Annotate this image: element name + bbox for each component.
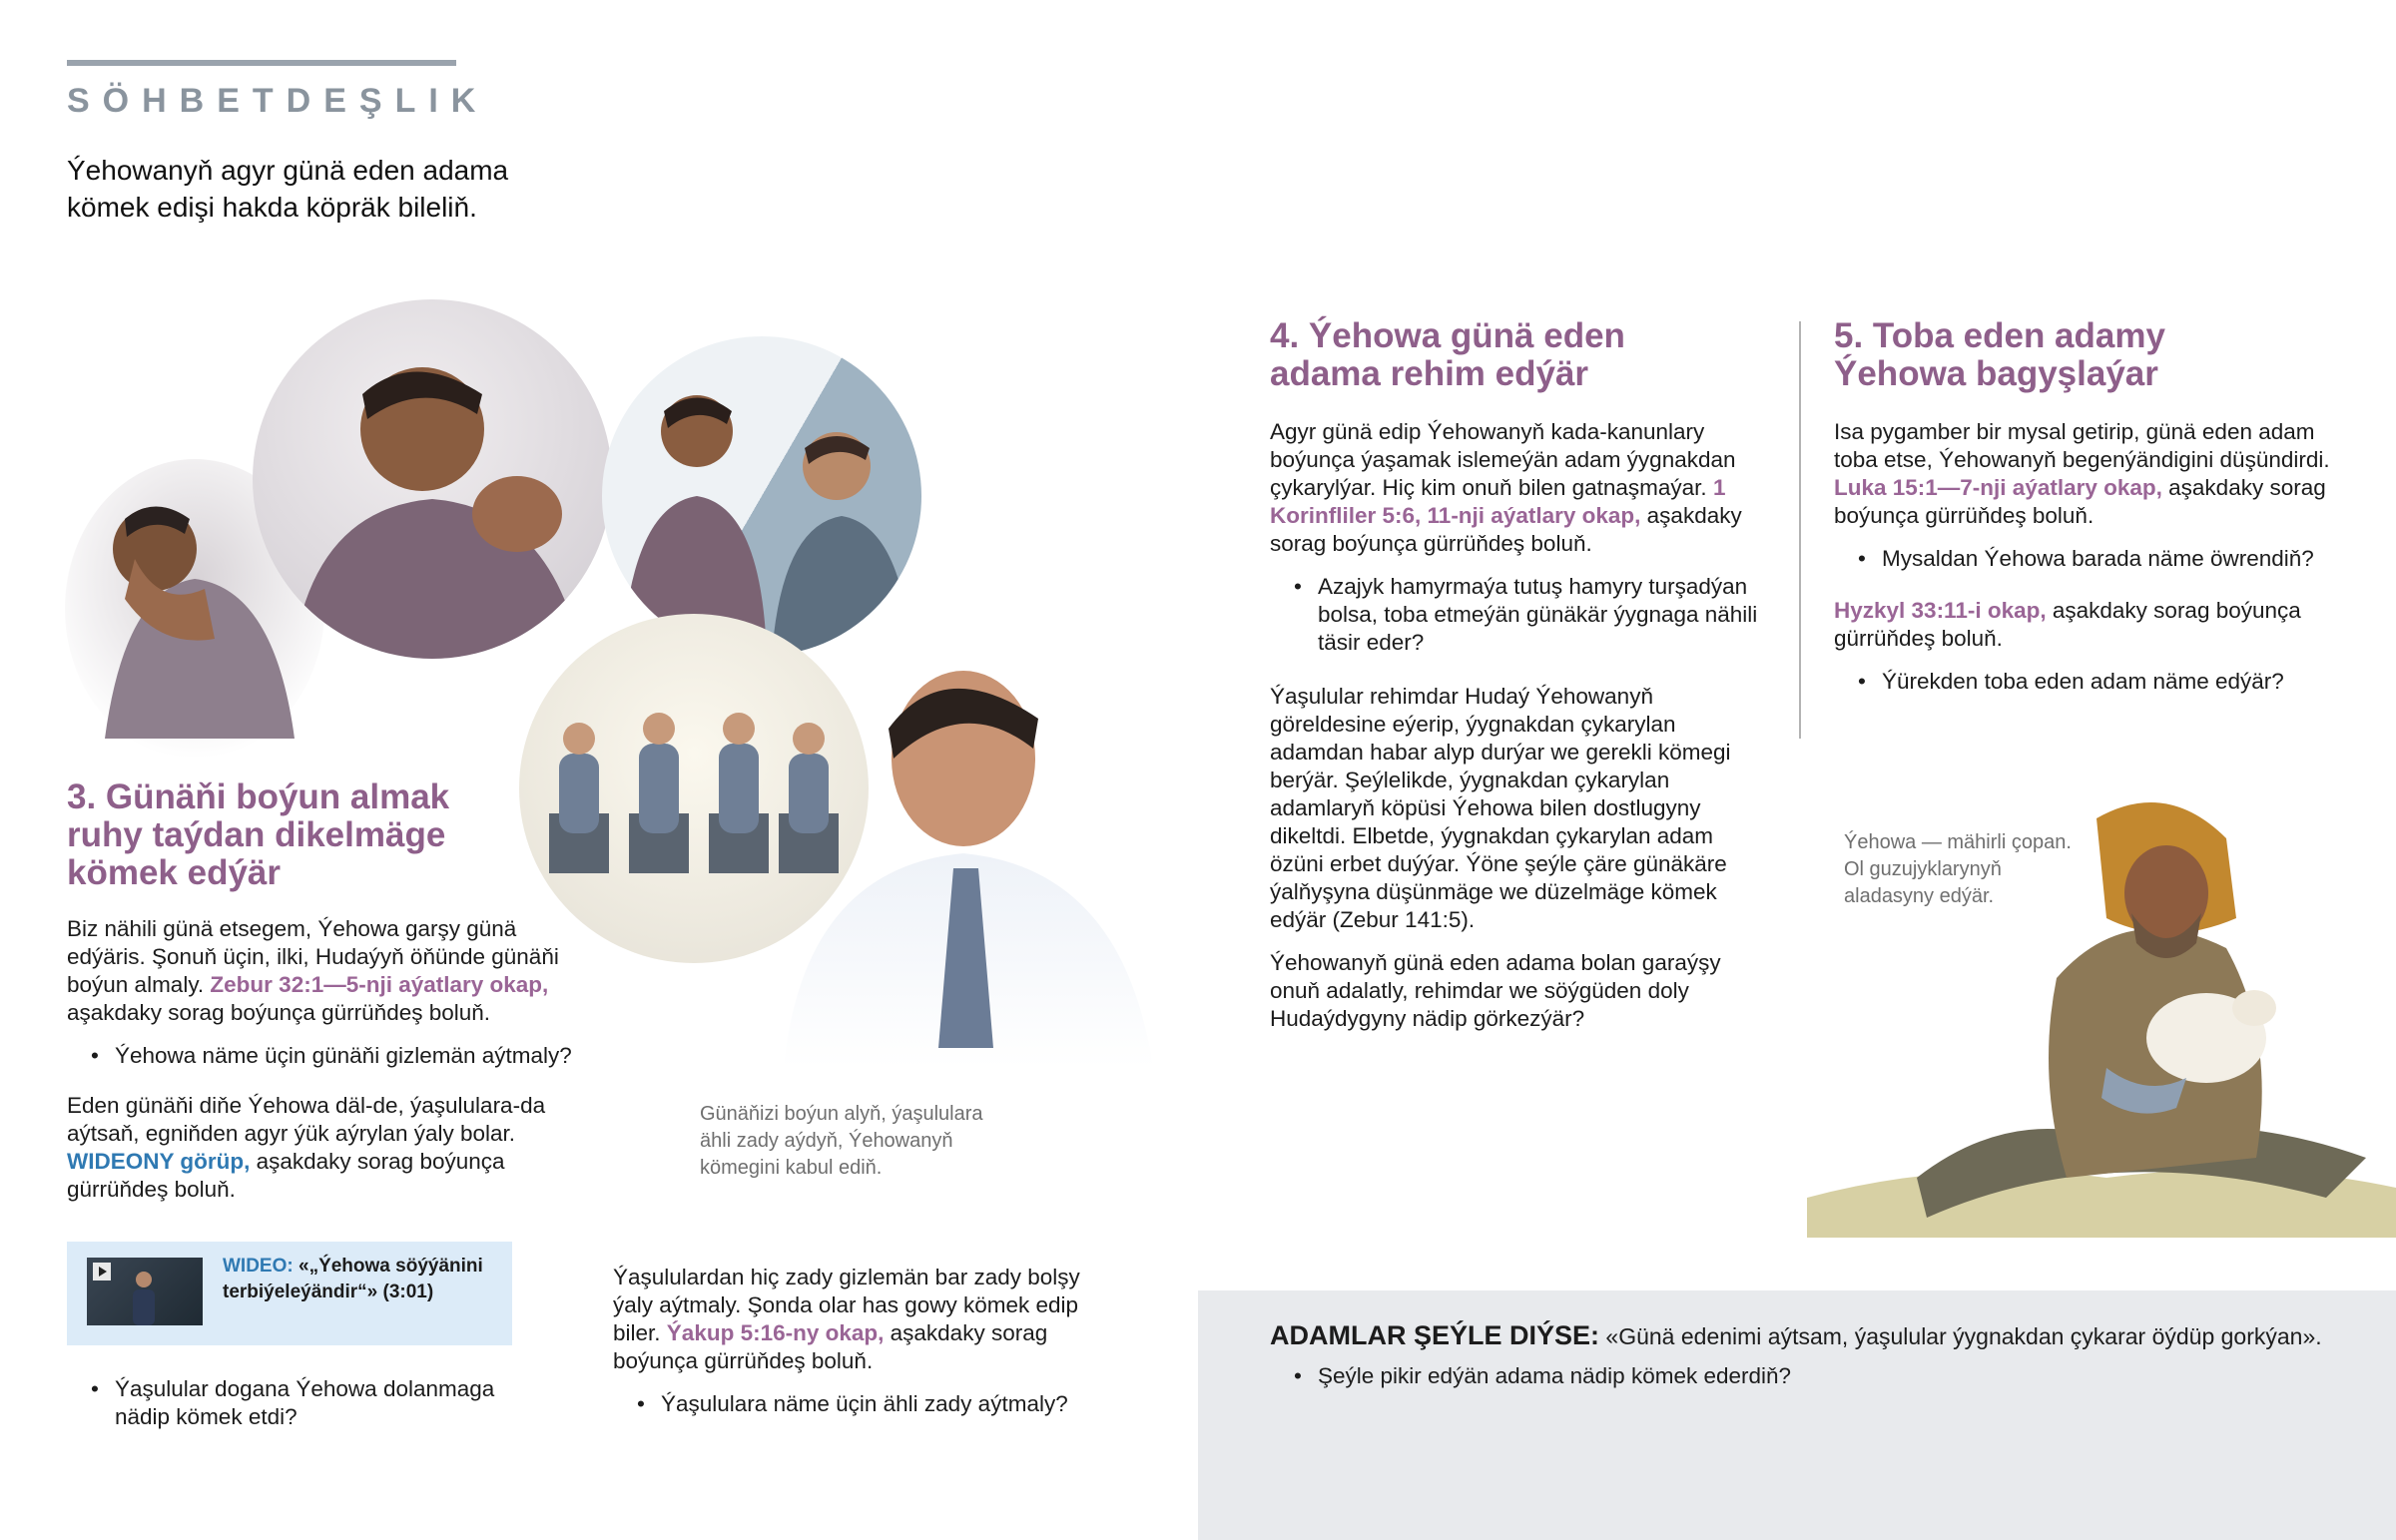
section3-column-left [67,915,581,1219]
smiling-man-illustration [764,629,1163,1068]
intro-text: Ýehowanyň agyr günä eden adama kömek edişi hakda köpräk bileliň. [67,155,509,223]
section4-heading: 4. Ýehowa günä eden adama rehim edýär [1270,316,1625,393]
section3-column-right [613,1264,1092,1433]
section3-question-2-wrap [67,1375,526,1446]
discussion-question: • Şeýle pikir edýän adama nädip kömek ederdiň? [1270,1362,2268,1390]
section3-question-2: • Ýaşulular dogana Ýehowa dolanmaga nädip kömek etdi? [67,1375,526,1431]
section4-column [1270,418,1771,1048]
section4-paragraph-3: Ýehowanyň günä eden adama bolan garaýşy onuň adalatly, rehimdar we söýgüden doly Hudaýdygyny nädip görkezýär? [1270,950,1721,1031]
discussion-label: ADAMLAR ŞEÝLE DIÝSE: [1270,1320,1600,1350]
column-divider [1799,321,1801,739]
section5-question-2: • Ýürekden toba eden adam näme edýär? [1834,668,2333,696]
scripture-link-hyzkyl[interactable]: Hyzkyl 33:11-i okap, [1834,598,2047,623]
section5-column [1834,418,2333,711]
play-icon[interactable] [93,1263,111,1281]
section3-caption: Günäňizi boýun alyň, ýaşululara ähli zady aýdyň, Ýehowanyň kömegini kabul ediň. [700,1103,983,1179]
section4-paragraph-1: Agyr günä edip Ýehowanyň kada-kanunlary boýunça ýaşamak islemeýän adam ýygnakdan çykarylýar. Hiç kim onuň bilen gatnaşmaýar. 1 Korinfliler 5:6, 11-nji aýatlary okap, aşakdaky sorag boýunça gürrüňdeş boluň. [1270,419,1742,556]
section3-paragraph-2: Eden günäňi diňe Ýehowa däl-de, ýaşululara-da aýtsaň, egniňden agyr ýük aýrylan ýaly bolar. WIDEONY görüp, aşakdaky sorag boýunça gürrüňdeş boluň. [67,1093,546,1202]
section5-question-1: • Mysaldan Ýehowa barada näme öwrendiň? [1834,545,2333,573]
section3-heading: 3. Günäňi boýun almak ruhy taýdan dikelmäge kömek edýär [67,777,450,892]
section5-paragraph-1: Isa pygamber bir mysal getirip, günä eden adam toba etse, Ýehowanyň begenýändigini düşündirdi. Luka 15:1—7-nji aýatlary okap, aşakdaky sorag boýunça gürrüňdeş boluň. [1834,419,2330,528]
section3-question-3: • Ýaşululara näme üçin ähli zady aýtmaly? [613,1390,1092,1418]
scripture-link-zebur[interactable]: Zebur 32:1—5-nji aýatlary okap, [210,972,549,997]
praying-man-illustration [253,299,612,659]
speaker-figure [129,1268,159,1325]
scripture-link-luka[interactable]: Luka 15:1—7-nji aýatlary okap, [1834,475,2162,500]
section5-paragraph-2: Hyzkyl 33:11-i okap, aşakdaky sorag boýunça gürrüňdeş boluň. [1834,598,2301,651]
discussion-quote: «Günä edenimi aýtsam, ýaşulular ýygnakdan çykarar öýdüp gorkýan». [1605,1323,2322,1349]
phone-call-illustration [602,336,921,656]
section5-heading: 5. Toba eden adamy Ýehowa bagyşlaýar [1834,316,2165,393]
discussion-statement [1270,1320,2378,1351]
video-card[interactable] [67,1242,512,1345]
section4-question-1: • Azajyk hamyrmaýa tutuş hamyry turşadýan bolsa, toba etmeýän günäkär ýygnaga nähili täsir eder? [1270,573,1771,657]
scripture-link-yakup[interactable]: Ýakup 5:16-ny okap, [666,1320,885,1345]
discussion-box [1198,1290,2396,1540]
section-kicker: SÖHBETDEŞLIK [67,82,489,120]
scripture-link-korinfliler[interactable]: 1 Korinfliler 5:6, 11-nji aýatlary okap, [1270,475,1726,528]
section5-caption: Ýehowa — mähirli çopan. Ol guzujyklarynyň aladasyny edýär. [1844,831,2072,907]
discussion-question-wrap [1270,1362,2268,1405]
video-link[interactable]: WIDEONY görüp, [67,1149,251,1174]
shepherd-illustration [1807,778,2396,1238]
video-thumbnail[interactable] [87,1258,203,1325]
video-title[interactable]: WIDEO: «„Ýehowa söýýänini terbiýeleýändir“» (3:01) [223,1256,483,1302]
section3-question-1: • Ýehowa näme üçin günäňi gizlemän aýtmaly? [67,1042,581,1070]
header-rule [67,60,456,66]
section3-paragraph-1: Biz nähili günä etsegem, Ýehowa garşy günä edýäris. Şonuň üçin, ilki, Hudaýyň öňünde günäňi boýun almaly. Zebur 32:1—5-nji aýatlary okap, aşakdaky sorag boýunça gürrüňdeş boluň. [67,916,559,1025]
section3-paragraph-3: Ýaşululardan hiç zady gizlemän bar zady bolşy ýaly aýtmaly. Şonda olar has gowy kömek edip biler. Ýakup 5:16-ny okap, aşakdaky sorag boýunça gürrüňdeş boluň. [613,1265,1080,1373]
section4-paragraph-2: Ýaşulular rehimdar Hudaý Ýehowanyň göreldesine eýerip, ýygnakdan çykarylan adamdan habar alyp durýar we gerekli kömegi berýär. Şeýlelikde, ýygnakdan çykarylan adamlaryň köpüsi Ýehowa bilen dostlugyny dikeltdi. Elbetde, ýygnakdan çykarylan adam özüni erbet duýýar. Ýöne şeýle çäre günäkäre ýalňyşyna düşünmäge we düzelmäge kömek edýär (Zebur 141:5). [1270,684,1731,932]
